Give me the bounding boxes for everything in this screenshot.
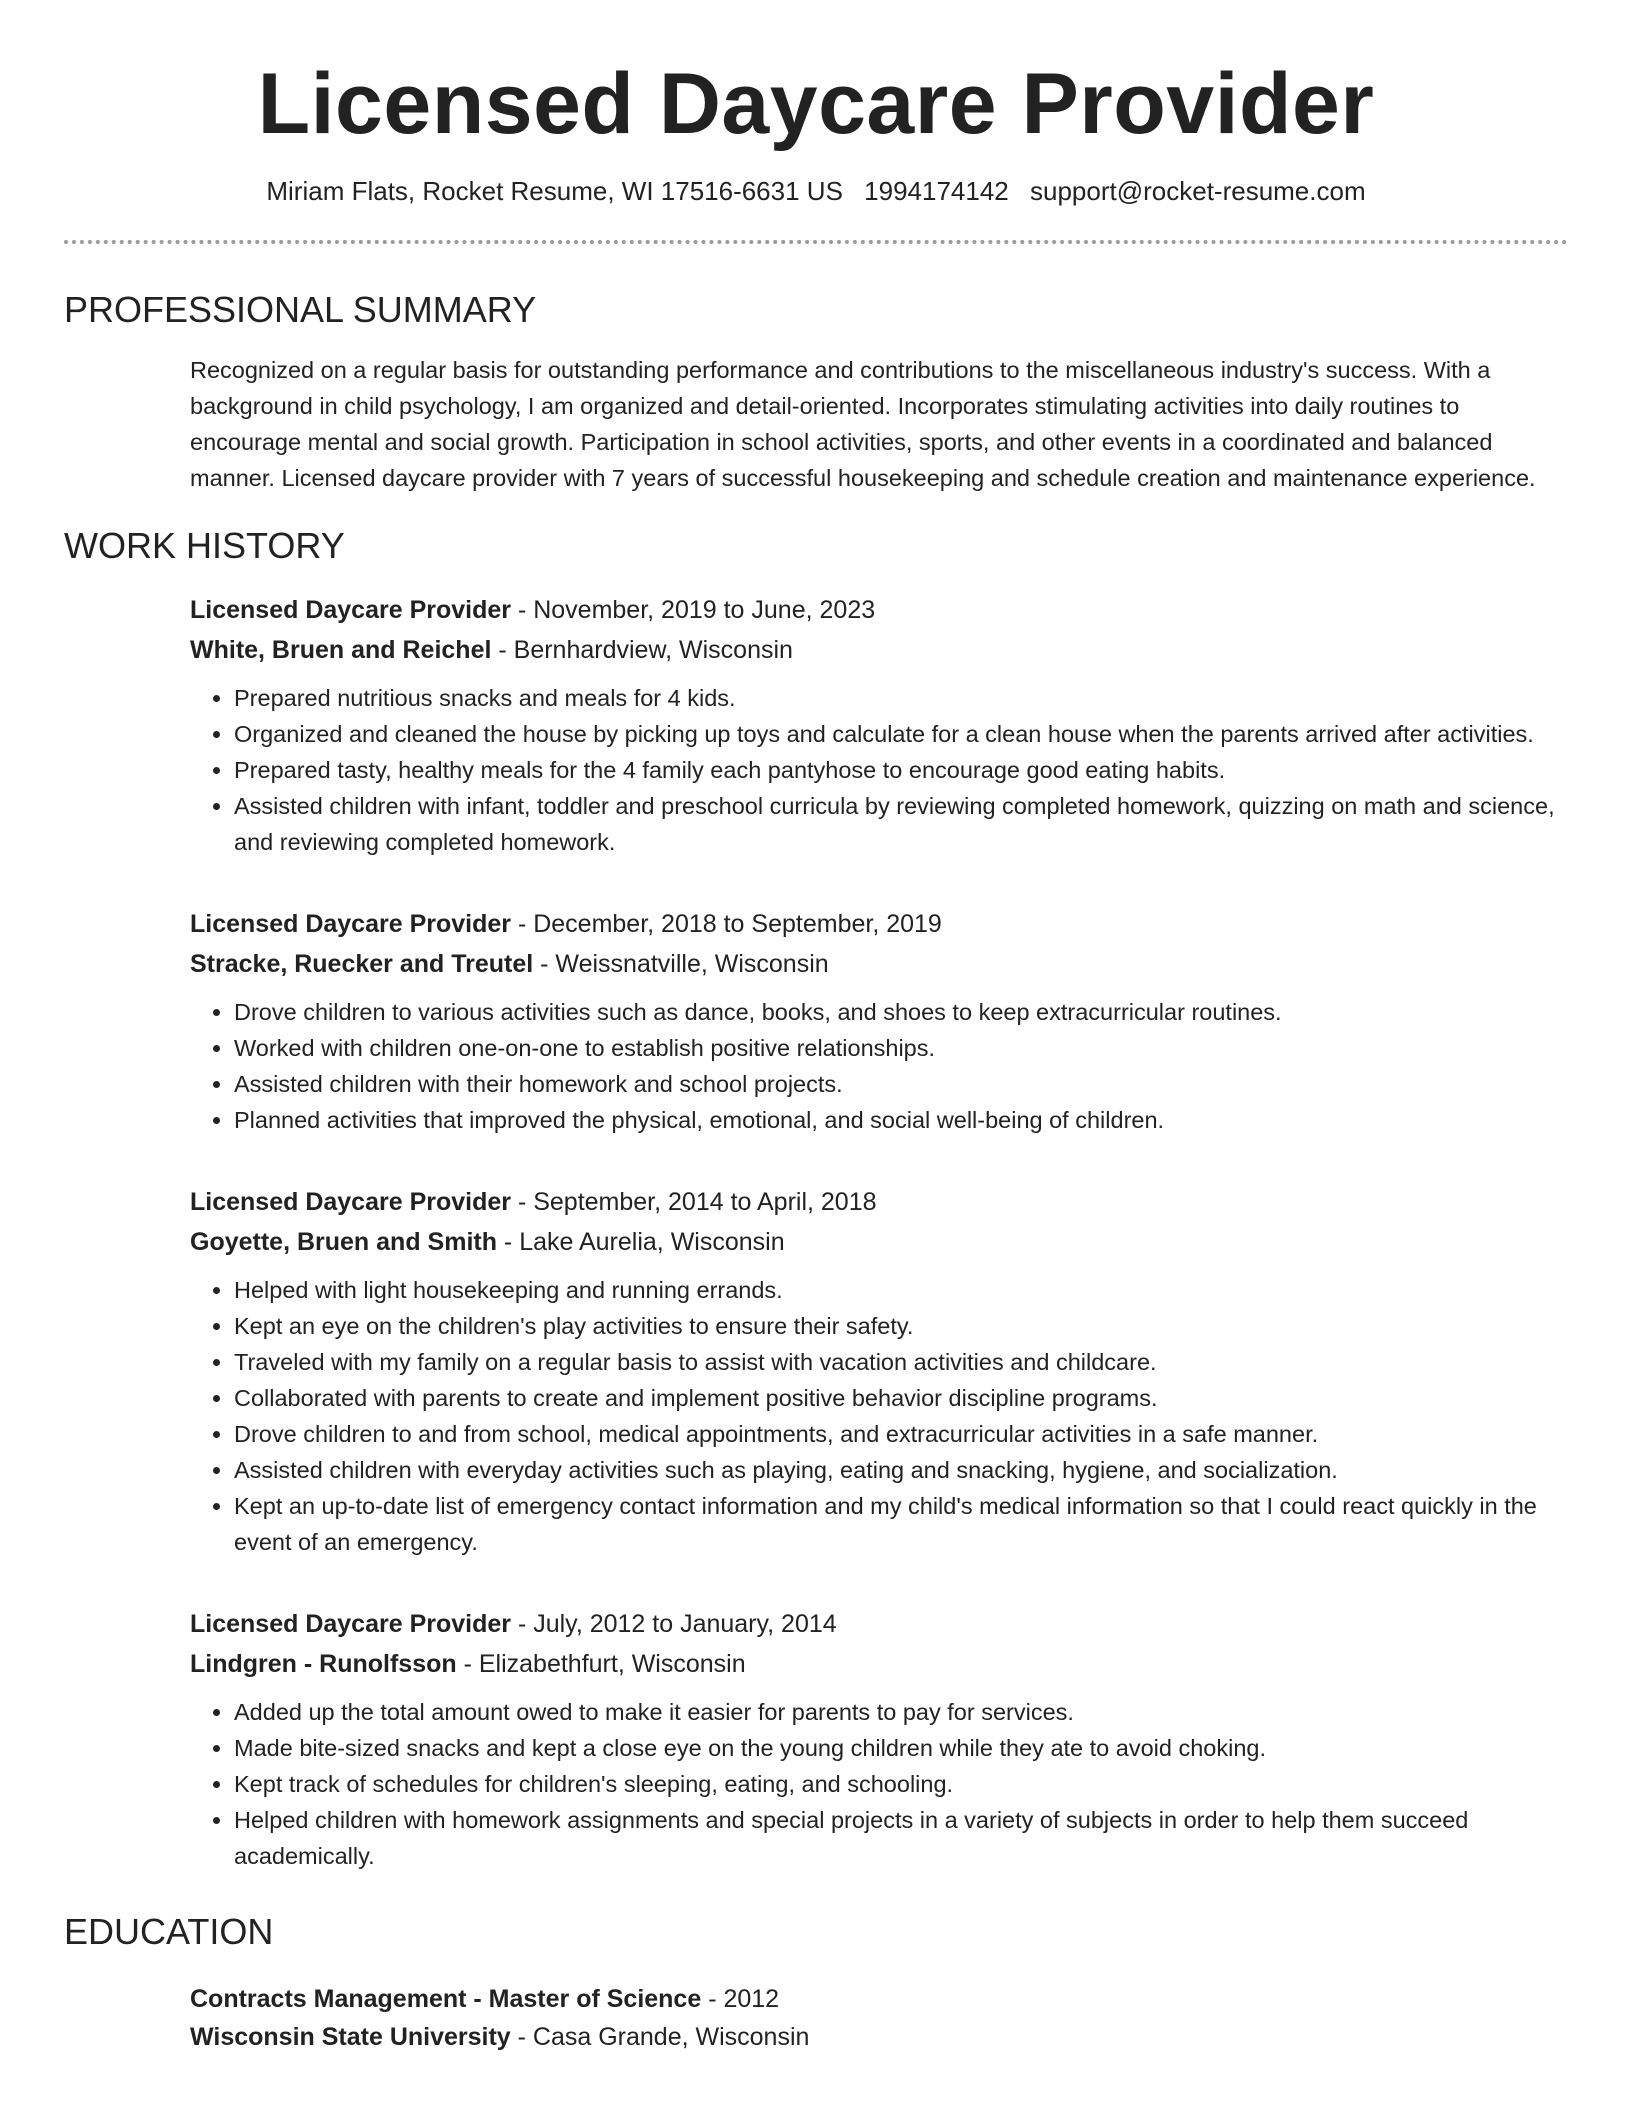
job-bullet: • Assisted children with infant, toddler and preschool curricula by reviewing completed homework, quizzing on math and science, and reviewing completed homework. <box>234 788 1568 860</box>
education-year: - 2012 <box>701 1985 780 2013</box>
job-bullet: • Kept track of schedules for children's sleeping, eating, and schooling. <box>234 1766 1568 1802</box>
job-title-line <box>190 1604 1568 1644</box>
summary-text: Recognized on a regular basis for outstanding performance and contributions to the miscellaneous industry's success. With a background in child psychology, I am organized and detail-oriented. Incorporates stimulating activities into daily routines to encourage mental and social growth. Participation in school activities, sports, and other events in a coordinated and balanced manner. Licensed daycare provider with 7 years of successful housekeeping and schedule creation and maintenance experience. <box>190 357 1536 491</box>
job-title-line <box>190 904 1568 944</box>
job-location: - Elizabethfurt, Wisconsin <box>456 1650 746 1678</box>
job-bullet: • Assisted children with everyday activities such as playing, eating and snacking, hygiene, and socialization. <box>234 1452 1568 1488</box>
job-company-line <box>190 630 1568 670</box>
job-bullet: • Kept an eye on the children's play activities to ensure their safety. <box>234 1308 1568 1344</box>
summary-heading: PROFESSIONAL SUMMARY <box>64 289 537 330</box>
job-company: Lindgren - Runolfsson <box>190 1650 457 1678</box>
job-title-line <box>190 590 1568 630</box>
job-position: Licensed Daycare Provider <box>190 1188 511 1216</box>
job-bullet: • Traveled with my family on a regular basis to assist with vacation activities and childcare. <box>234 1344 1568 1380</box>
job-bullets <box>190 1694 1568 1874</box>
job-bullet: • Drove children to and from school, medical appointments, and extracurricular activities in a safe manner. <box>234 1416 1568 1452</box>
job-company: Stracke, Ruecker and Treutel <box>190 950 534 978</box>
job-company: White, Bruen and Reichel <box>190 636 492 664</box>
job-company-line <box>190 1222 1568 1262</box>
work-history-heading: WORK HISTORY <box>64 525 345 566</box>
job-bullet: • Drove children to various activities such as dance, books, and shoes to keep extracurricular routines. <box>234 994 1568 1030</box>
job-position: Licensed Daycare Provider <box>190 910 511 938</box>
page-title: Licensed Daycare Provider <box>257 56 1375 152</box>
job-title-line <box>190 1182 1568 1222</box>
job-dates: - December, 2018 to September, 2019 <box>511 910 942 938</box>
job-bullet: • Worked with children one-on-one to establish positive relationships. <box>234 1030 1568 1066</box>
job-bullet: • Helped children with homework assignments and special projects in a variety of subjects in order to help them succeed academically. <box>234 1802 1568 1874</box>
job-bullet: • Organized and cleaned the house by picking up toys and calculate for a clean house when the parents arrived after activities. <box>234 716 1568 752</box>
job-dates: - September, 2014 to April, 2018 <box>511 1188 877 1216</box>
contact-phone: 1994174142 <box>864 176 1009 206</box>
job-bullet: • Prepared tasty, healthy meals for the 4 family each pantyhose to encourage good eating habits. <box>234 752 1568 788</box>
job-location: - Bernhardview, Wisconsin <box>491 636 793 664</box>
job-bullet: • Helped with light housekeeping and running errands. <box>234 1272 1568 1308</box>
job-bullet: • Planned activities that improved the physical, emotional, and social well-being of children. <box>234 1102 1568 1138</box>
job-entry <box>190 904 1568 1138</box>
job-bullet: • Added up the total amount owed to make it easier for parents to pay for services. <box>234 1694 1568 1730</box>
job-entry <box>190 1182 1568 1560</box>
education-school-line <box>190 2018 1568 2056</box>
job-bullet: • Prepared nutritious snacks and meals for 4 kids. <box>234 680 1568 716</box>
resume-page <box>64 0 1568 2056</box>
job-position: Licensed Daycare Provider <box>190 596 511 624</box>
education-heading: EDUCATION <box>64 1911 274 1952</box>
contact-line <box>64 174 1568 208</box>
education-degree: Contracts Management - Master of Science <box>190 1985 702 2013</box>
job-location: - Weissnatville, Wisconsin <box>533 950 829 978</box>
job-dates: - July, 2012 to January, 2014 <box>511 1610 837 1638</box>
job-company: Goyette, Bruen and Smith <box>190 1228 497 1256</box>
job-dates: - November, 2019 to June, 2023 <box>511 596 876 624</box>
education-location: - Casa Grande, Wisconsin <box>510 2023 810 2051</box>
job-company-line <box>190 944 1568 984</box>
job-location: - Lake Aurelia, Wisconsin <box>496 1228 785 1256</box>
education-school: Wisconsin State University <box>190 2023 511 2051</box>
job-bullet: • Collaborated with parents to create and implement positive behavior discipline programs. <box>234 1380 1568 1416</box>
job-bullets <box>190 680 1568 860</box>
job-entry <box>190 1604 1568 1874</box>
contact-address: Miriam Flats, Rocket Resume, WI 17516-6631 US <box>266 176 843 206</box>
header-divider <box>64 240 1568 244</box>
education-degree-line <box>190 1980 1568 2018</box>
job-bullet: • Made bite-sized snacks and kept a close eye on the young children while they ate to avoid choking. <box>234 1730 1568 1766</box>
job-bullet: • Assisted children with their homework and school projects. <box>234 1066 1568 1102</box>
job-bullets <box>190 1272 1568 1560</box>
contact-email: support@rocket-resume.com <box>1030 176 1366 206</box>
job-entry <box>190 590 1568 860</box>
job-position: Licensed Daycare Provider <box>190 1610 511 1638</box>
job-company-line <box>190 1644 1568 1684</box>
job-bullet: • Kept an up-to-date list of emergency contact information and my child's medical information so that I could react quickly in the event of an emergency. <box>234 1488 1568 1560</box>
education-entry <box>190 1980 1568 2056</box>
job-bullets <box>190 994 1568 1138</box>
